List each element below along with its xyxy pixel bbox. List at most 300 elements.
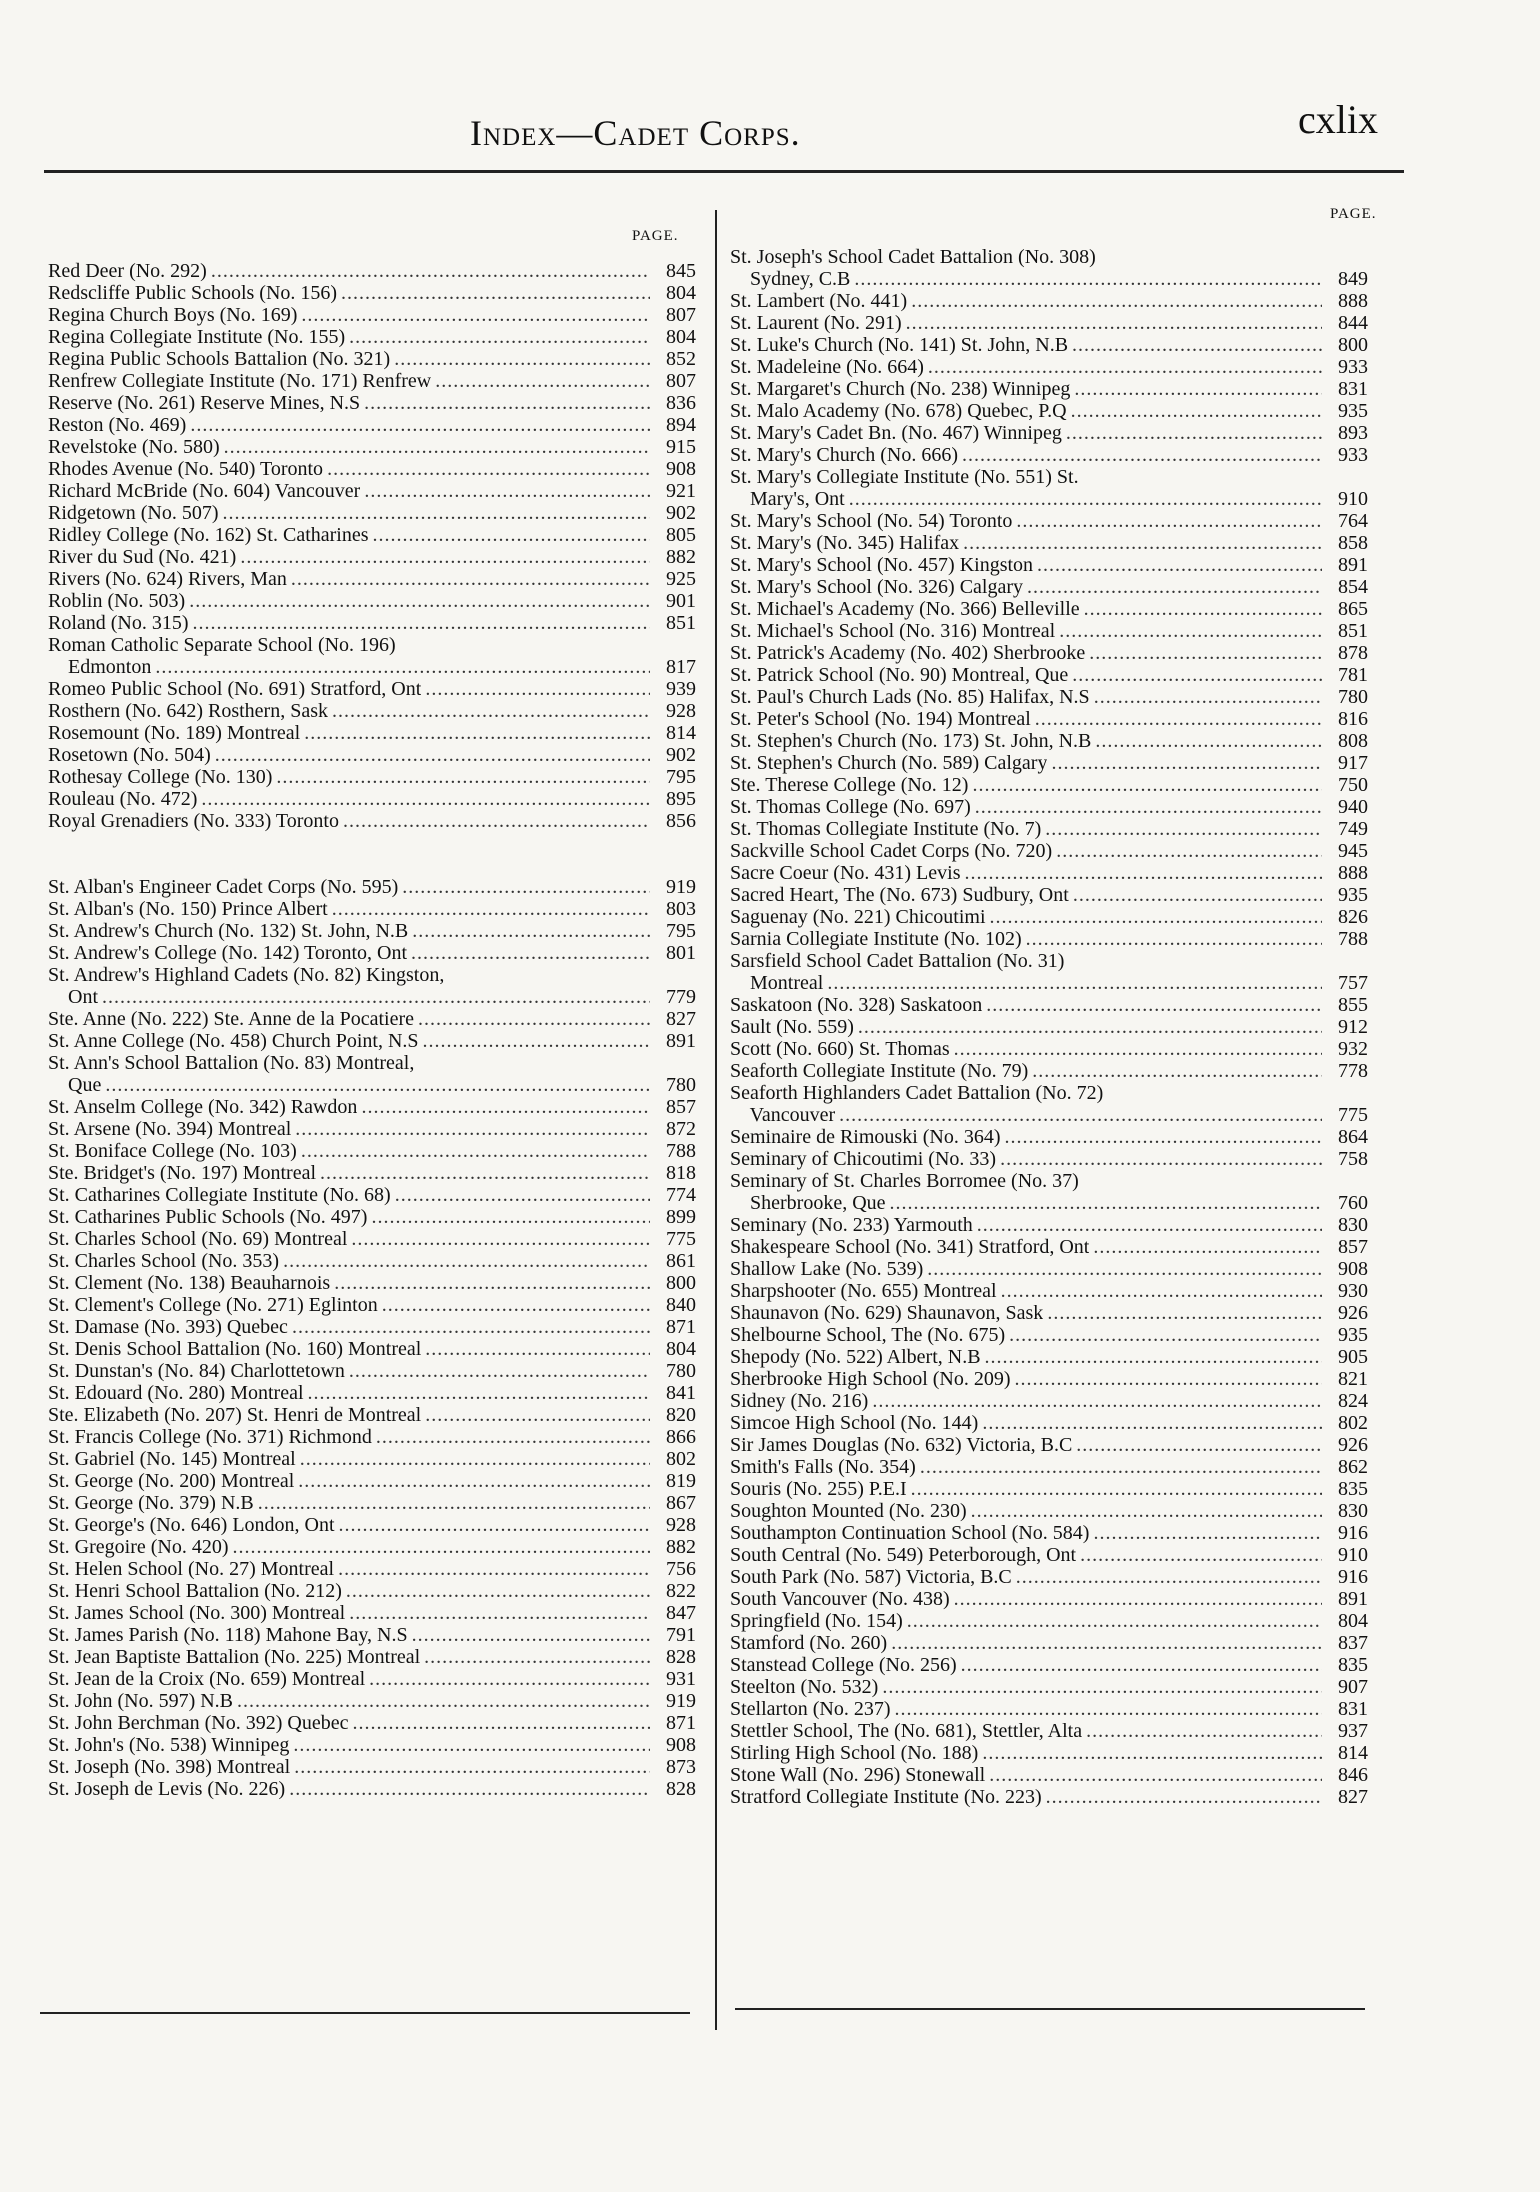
dot-leader: [1000, 1148, 1322, 1170]
entry-page-number: 908: [1338, 1258, 1368, 1280]
entry-name: St. Mary's School (No. 54) Toronto: [730, 510, 1013, 532]
dot-leader: [854, 268, 1322, 290]
dot-leader: [223, 502, 650, 524]
entry-page-number: 791: [666, 1624, 696, 1646]
entry-page-number: 846: [1338, 1764, 1368, 1786]
index-entry: [48, 1404, 696, 1426]
index-entry: [48, 524, 696, 546]
entry-page-number: 749: [1338, 818, 1368, 840]
index-entry: [48, 986, 696, 1008]
dot-leader: [155, 656, 650, 678]
entry-name: Romeo Public School (No. 691) Stratford, Ont: [48, 678, 422, 700]
index-entry: [730, 1764, 1368, 1786]
entry-name: Sarnia Collegiate Institute (No. 102): [730, 928, 1022, 950]
entry-name: St. Mary's (No. 345) Halifax: [730, 532, 960, 554]
entry-name: Stanstead College (No. 256): [730, 1654, 957, 1676]
entry-name: Roblin (No. 503): [48, 590, 186, 612]
dot-leader: [224, 436, 650, 458]
dot-leader: [294, 1756, 650, 1778]
entry-page-number: 802: [666, 1448, 696, 1470]
dot-leader: [1073, 884, 1322, 906]
dot-leader: [972, 774, 1322, 796]
dot-leader: [435, 370, 650, 392]
dot-leader: [920, 1456, 1322, 1478]
entry-page-number: 928: [666, 1514, 696, 1536]
entry-page-number: 837: [1338, 1632, 1368, 1654]
entry-name: St. Andrew's Church (No. 132) St. John, N.B: [48, 920, 409, 942]
dot-leader: [346, 1580, 650, 1602]
index-entry: [730, 1676, 1368, 1698]
index-entry: [730, 1280, 1368, 1302]
entry-name: Rosemount (No. 189) Montreal: [48, 722, 301, 744]
index-entry: [48, 1558, 696, 1580]
entry-page-number: 926: [1338, 1434, 1368, 1456]
entry-page-number: 852: [666, 348, 696, 370]
entry-page-number: 830: [1338, 1500, 1368, 1522]
dot-leader: [382, 1294, 650, 1316]
index-entry: [48, 744, 696, 766]
entry-page-number: 919: [666, 876, 696, 898]
entry-page-number: 821: [1338, 1368, 1368, 1390]
entry-page-number: 916: [1338, 1566, 1368, 1588]
dot-leader: [301, 1140, 650, 1162]
entry-name: St. Ann's School Battalion (No. 83) Montreal,: [48, 1052, 415, 1074]
dot-leader: [1009, 1324, 1322, 1346]
index-entry: [48, 502, 696, 524]
entry-name: St. John (No. 597) N.B: [48, 1690, 234, 1712]
index-entry: [730, 730, 1368, 752]
entry-page-number: 872: [666, 1118, 696, 1140]
index-entry: [48, 458, 696, 480]
index-entry: [48, 766, 696, 788]
index-entry: [730, 1368, 1368, 1390]
index-entry: [730, 664, 1368, 686]
index-entry: [730, 466, 1368, 488]
group-spacer: [48, 832, 696, 876]
index-entry: [730, 1126, 1368, 1148]
entry-page-number: 804: [1338, 1610, 1368, 1632]
entry-page-number: 847: [666, 1602, 696, 1624]
entry-page-number: 933: [1338, 356, 1368, 378]
entry-name: St. Arsene (No. 394) Montreal: [48, 1118, 292, 1140]
entry-page-number: 888: [1338, 290, 1368, 312]
dot-leader: [298, 1470, 650, 1492]
index-entry: [730, 862, 1368, 884]
dot-leader: [890, 1192, 1322, 1214]
entry-page-number: 779: [666, 986, 696, 1008]
entry-name: St. Joseph's School Cadet Battalion (No. 308): [730, 246, 1096, 268]
entry-page-number: 804: [666, 1338, 696, 1360]
entry-name: Ont: [48, 986, 98, 1008]
index-entry: [730, 1324, 1368, 1346]
entry-name: St. Clement's College (No. 271) Eglinton: [48, 1294, 378, 1316]
entry-name: Reserve (No. 261) Reserve Mines, N.S: [48, 392, 361, 414]
entry-name: St. Mary's Church (No. 666): [730, 444, 959, 466]
entry-name: St. Paul's Church Lads (No. 85) Halifax, N.S: [730, 686, 1090, 708]
index-entry: [730, 708, 1368, 730]
index-entry: [730, 752, 1368, 774]
entry-page-number: 940: [1338, 796, 1368, 818]
dot-leader: [402, 876, 650, 898]
index-entry: [48, 1052, 696, 1074]
entry-page-number: 865: [1338, 598, 1368, 620]
entry-name: Ste. Elizabeth (No. 207) St. Henri de Montreal: [48, 1404, 422, 1426]
dot-leader: [334, 1272, 650, 1294]
entry-name: Sacre Coeur (No. 431) Levis: [730, 862, 961, 884]
entry-name: Ste. Bridget's (No. 197) Montreal: [48, 1162, 317, 1184]
index-entry: [730, 620, 1368, 642]
entry-page-number: 935: [1338, 1324, 1368, 1346]
entry-name: Seminary of St. Charles Borromee (No. 37): [730, 1170, 1079, 1192]
entry-page-number: 780: [666, 1074, 696, 1096]
dot-leader: [349, 1602, 650, 1624]
dot-leader: [376, 1426, 650, 1448]
entry-page-number: 871: [666, 1316, 696, 1338]
index-entry: [730, 1632, 1368, 1654]
entry-name: Stettler School, The (No. 681), Stettler, Alta: [730, 1720, 1083, 1742]
entry-page-number: 827: [666, 1008, 696, 1030]
page-title: Index—Cadet Corps.: [470, 113, 801, 153]
entry-name: St. Michael's Academy (No. 366) Belleville: [730, 598, 1080, 620]
dot-leader: [906, 312, 1322, 334]
entry-name: St. Laurent (No. 291): [730, 312, 902, 334]
dot-leader: [237, 1690, 650, 1712]
dot-leader: [1074, 378, 1322, 400]
index-entry: [730, 796, 1368, 818]
dot-leader: [975, 796, 1322, 818]
entry-page-number: 930: [1338, 1280, 1368, 1302]
index-entry: [730, 950, 1368, 972]
index-entry: [730, 1390, 1368, 1412]
index-entry: [730, 1412, 1368, 1434]
entry-name: Redscliffe Public Schools (No. 156): [48, 282, 338, 304]
index-entry: [48, 1008, 696, 1030]
dot-leader: [308, 1382, 650, 1404]
entry-name: Ridgetown (No. 507): [48, 502, 219, 524]
entry-name: St. Thomas Collegiate Institute (No. 7): [730, 818, 1042, 840]
entry-name: Stamford (No. 260): [730, 1632, 888, 1654]
entry-page-number: 910: [1338, 1544, 1368, 1566]
entry-page-number: 801: [666, 942, 696, 964]
index-entry: [730, 1214, 1368, 1236]
right-index-column: [730, 246, 1368, 1808]
entry-page-number: 831: [1338, 1698, 1368, 1720]
entry-page-number: 857: [666, 1096, 696, 1118]
index-entry: [730, 1522, 1368, 1544]
dot-leader: [338, 1558, 650, 1580]
index-entry: [730, 906, 1368, 928]
index-entry: [730, 1104, 1368, 1126]
entry-page-number: 760: [1338, 1192, 1368, 1214]
dot-leader: [425, 678, 650, 700]
index-entry: [730, 642, 1368, 664]
entry-page-number: 804: [666, 282, 696, 304]
entry-name: St. Joseph de Levis (No. 226): [48, 1778, 286, 1800]
entry-name: St. Stephen's Church (No. 173) St. John, N.B: [730, 730, 1092, 752]
dot-leader: [907, 1610, 1322, 1632]
index-entry: [730, 1720, 1368, 1742]
entry-page-number: 820: [666, 1404, 696, 1426]
entry-page-number: 888: [1338, 862, 1368, 884]
index-entry: [48, 1624, 696, 1646]
index-entry: [48, 282, 696, 304]
dot-leader: [332, 898, 650, 920]
index-entry: [48, 1426, 696, 1448]
index-entry: [730, 290, 1368, 312]
index-entry: [48, 656, 696, 678]
entry-page-number: 937: [1338, 1720, 1368, 1742]
entry-name: Seaforth Collegiate Institute (No. 79): [730, 1060, 1029, 1082]
entry-page-number: 908: [666, 458, 696, 480]
entry-name: Sharpshooter (No. 655) Montreal: [730, 1280, 997, 1302]
index-entry: [48, 1250, 696, 1272]
index-entry: [48, 370, 696, 392]
entry-name: Que: [48, 1074, 102, 1096]
entry-page-number: 945: [1338, 840, 1368, 862]
index-entry: [730, 1060, 1368, 1082]
index-entry: [730, 1742, 1368, 1764]
dot-leader: [425, 1404, 650, 1426]
index-entry: [730, 1566, 1368, 1588]
entry-name: Seminary of Chicoutimi (No. 33): [730, 1148, 997, 1170]
entry-name: St. Boniface College (No. 103): [48, 1140, 297, 1162]
dot-leader: [424, 1646, 650, 1668]
index-entry: [730, 972, 1368, 994]
dot-leader: [395, 1184, 650, 1206]
entry-page-number: 781: [1338, 664, 1368, 686]
entry-name: Reston (No. 469): [48, 414, 187, 436]
dot-leader: [982, 1742, 1322, 1764]
index-entry: [730, 1148, 1368, 1170]
entry-page-number: 826: [1338, 906, 1368, 928]
dot-leader: [1035, 708, 1322, 730]
entry-name: St. Anselm College (No. 342) Rawdon: [48, 1096, 358, 1118]
entry-name: St. Gabriel (No. 145) Montreal: [48, 1448, 296, 1470]
dot-leader: [211, 260, 650, 282]
entry-page-number: 925: [666, 568, 696, 590]
entry-name: Springfield (No. 154): [730, 1610, 903, 1632]
dot-leader: [1045, 818, 1322, 840]
dot-leader: [412, 920, 650, 942]
entry-page-number: 828: [666, 1646, 696, 1668]
entry-page-number: 932: [1338, 1038, 1368, 1060]
dot-leader: [954, 1038, 1322, 1060]
dot-leader: [373, 524, 650, 546]
dot-leader: [961, 1654, 1322, 1676]
entry-page-number: 899: [666, 1206, 696, 1228]
dot-leader: [1059, 620, 1322, 642]
dot-leader: [304, 722, 650, 744]
dot-leader: [240, 546, 650, 568]
entry-page-number: 856: [666, 810, 696, 832]
index-entry: [48, 1668, 696, 1690]
entry-name: St. John's (No. 538) Winnipeg: [48, 1734, 290, 1756]
dot-leader: [343, 810, 650, 832]
entry-name: Shepody (No. 522) Albert, N.B: [730, 1346, 981, 1368]
dot-leader: [895, 1698, 1322, 1720]
index-entry: [730, 510, 1368, 532]
index-entry: [48, 348, 696, 370]
entry-name: St. Denis School Battalion (No. 160) Montreal: [48, 1338, 422, 1360]
index-entry: [48, 1096, 696, 1118]
index-entry: [48, 1382, 696, 1404]
entry-name: Seaforth Highlanders Cadet Battalion (No. 72): [730, 1082, 1104, 1104]
index-entry: [48, 1228, 696, 1250]
dot-leader: [849, 488, 1322, 510]
entry-name: Red Deer (No. 292): [48, 260, 207, 282]
dot-leader: [927, 1258, 1322, 1280]
entry-page-number: 800: [1338, 334, 1368, 356]
index-entry: [730, 1786, 1368, 1808]
entry-name: St. James School (No. 300) Montreal: [48, 1602, 346, 1624]
entry-name: Richard McBride (No. 604) Vancouver: [48, 480, 361, 502]
dot-leader: [105, 1074, 650, 1096]
entry-page-number: 908: [666, 1734, 696, 1756]
entry-name: St. George (No. 200) Montreal: [48, 1470, 295, 1492]
entry-page-number: 882: [666, 546, 696, 568]
entry-name: St. Catharines Collegiate Institute (No. 68): [48, 1184, 391, 1206]
dot-leader: [339, 1514, 650, 1536]
entry-name: Souris (No. 255) P.E.I: [730, 1478, 907, 1500]
entry-name: St. Anne College (No. 458) Church Point, N.S: [48, 1030, 419, 1052]
index-entry: [730, 576, 1368, 598]
entry-page-number: 862: [1338, 1456, 1368, 1478]
index-entry: [730, 378, 1368, 400]
index-entry: [730, 840, 1368, 862]
entry-name: Rouleau (No. 472): [48, 788, 198, 810]
entry-name: Rivers (No. 624) Rivers, Man: [48, 568, 287, 590]
index-entry: [730, 444, 1368, 466]
index-entry: [730, 1016, 1368, 1038]
dot-leader: [411, 942, 650, 964]
entry-name: Saskatoon (No. 328) Saskatoon: [730, 994, 983, 1016]
entry-page-number: 935: [1338, 884, 1368, 906]
dot-leader: [1071, 400, 1322, 422]
dot-leader: [193, 612, 650, 634]
dot-leader: [292, 1316, 650, 1338]
entry-name: St. Alban's Engineer Cadet Corps (No. 595): [48, 876, 399, 898]
entry-page-number: 882: [666, 1536, 696, 1558]
index-entry: [48, 964, 696, 986]
entry-page-number: 817: [666, 656, 696, 678]
index-entry: [730, 334, 1368, 356]
dot-leader: [963, 532, 1322, 554]
entry-name: Scott (No. 660) St. Thomas: [730, 1038, 950, 1060]
entry-page-number: 871: [666, 1712, 696, 1734]
entry-name: St. Michael's School (No. 316) Montreal: [730, 620, 1056, 642]
dot-leader: [349, 326, 650, 348]
entry-name: Shaunavon (No. 629) Shaunavon, Sask: [730, 1302, 1044, 1324]
dot-leader: [341, 282, 650, 304]
index-entry: [730, 686, 1368, 708]
index-entry: [48, 942, 696, 964]
index-entry: [48, 700, 696, 722]
index-entry: [48, 1712, 696, 1734]
index-entry: [48, 920, 696, 942]
entry-name: St. Malo Academy (No. 678) Quebec, P.Q: [730, 400, 1067, 422]
index-entry: [48, 1492, 696, 1514]
entry-name: St. Lambert (No. 441): [730, 290, 908, 312]
dot-leader: [371, 1206, 650, 1228]
entry-page-number: 757: [1338, 972, 1368, 994]
index-entry: [730, 532, 1368, 554]
dot-leader: [1001, 1280, 1322, 1302]
entry-name: St. Dunstan's (No. 84) Charlottetown: [48, 1360, 345, 1382]
entry-name: Sherbrooke High School (No. 209): [730, 1368, 1011, 1390]
index-entry: [48, 1690, 696, 1712]
entry-name: Roman Catholic Separate School (No. 196): [48, 634, 396, 656]
index-entry: [48, 678, 696, 700]
entry-name: Shallow Lake (No. 539): [730, 1258, 924, 1280]
dot-leader: [215, 744, 650, 766]
dot-leader: [1005, 1126, 1322, 1148]
dot-leader: [891, 1632, 1322, 1654]
index-entry: [730, 268, 1368, 290]
entry-name: St. Patrick School (No. 90) Montreal, Que: [730, 664, 1069, 686]
index-entry: [48, 1294, 696, 1316]
entry-name: Roland (No. 315): [48, 612, 189, 634]
entry-name: Renfrew Collegiate Institute (No. 171) Renfrew: [48, 370, 432, 392]
index-entry: [48, 1206, 696, 1228]
entry-page-number: 878: [1338, 642, 1368, 664]
entry-page-number: 902: [666, 744, 696, 766]
entry-name: St. George (No. 379) N.B: [48, 1492, 254, 1514]
entry-page-number: 861: [666, 1250, 696, 1272]
dot-leader: [1016, 1566, 1322, 1588]
index-entry: [48, 568, 696, 590]
dot-leader: [1056, 840, 1322, 862]
entry-name: St. Charles School (No. 353): [48, 1250, 280, 1272]
entry-page-number: 788: [1338, 928, 1368, 950]
index-entry: [730, 1082, 1368, 1104]
entry-name: St. John Berchman (No. 392) Quebec: [48, 1712, 349, 1734]
entry-page-number: 921: [666, 480, 696, 502]
entry-page-number: 895: [666, 788, 696, 810]
entry-name: St. Luke's Church (No. 141) St. John, N.B: [730, 334, 1069, 356]
entry-name: Smith's Falls (No. 354): [730, 1456, 916, 1478]
dot-leader: [1051, 752, 1322, 774]
index-entry: [730, 928, 1368, 950]
entry-name: Vancouver: [730, 1104, 836, 1126]
entry-page-number: 855: [1338, 994, 1368, 1016]
entry-name: St. Andrew's Highland Cadets (No. 82) Kingston,: [48, 964, 445, 986]
dot-leader: [1027, 576, 1322, 598]
index-entry: [48, 1470, 696, 1492]
entry-name: St. Mary's Cadet Bn. (No. 467) Winnipeg: [730, 422, 1062, 444]
index-entry: [730, 554, 1368, 576]
entry-page-number: 845: [666, 260, 696, 282]
entry-page-number: 795: [666, 920, 696, 942]
entry-name: St. Stephen's Church (No. 589) Calgary: [730, 752, 1048, 774]
entry-page-number: 891: [666, 1030, 696, 1052]
index-entry: [48, 1074, 696, 1096]
dot-leader: [412, 1624, 650, 1646]
entry-page-number: 807: [666, 370, 696, 392]
entry-name: St. Helen School (No. 27) Montreal: [48, 1558, 335, 1580]
entry-page-number: 849: [1338, 268, 1368, 290]
entry-name: Sarsfield School Cadet Battalion (No. 31): [730, 950, 1065, 972]
entry-page-number: 778: [1338, 1060, 1368, 1082]
entry-name: St. Margaret's Church (No. 238) Winnipeg: [730, 378, 1071, 400]
column-divider: [715, 210, 717, 2030]
page-column-label-left: PAGE.: [632, 228, 679, 244]
entry-name: Sackville School Cadet Corps (No. 720): [730, 840, 1053, 862]
dot-leader: [1016, 510, 1322, 532]
index-entry: [48, 414, 696, 436]
index-entry: [48, 1316, 696, 1338]
index-entry: [48, 1030, 696, 1052]
entry-page-number: 867: [666, 1492, 696, 1514]
